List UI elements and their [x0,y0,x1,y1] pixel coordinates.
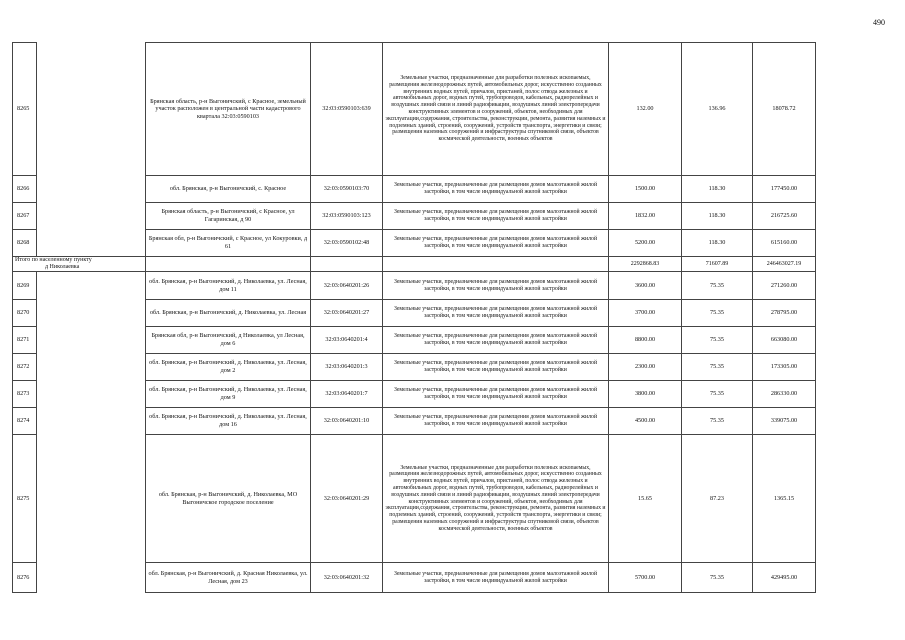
land-use-cell: Земельные участки, предназначенные для разработки полезных ископаемых, размещения железнодорожных путей, автомобильных дорог, искусственно созданных внутренних водных путей, причалов, пристаней, полос отвода железных и автомобильных дорог, водных путей, трубопроводов, кабельных, радиорелейных и воздушных линий связи и линий радиофикации, воздушных линий электропередачи конструктивных элементов и сооружений, объектов, необходимых для эксплуатации,содержания, строительства, реконструкции, ремонта, развития наземных и подземных зданий, строений, сооружений, устройств транспорта, энергетики и связи; размещения наземных сооружений и инфраструктуры спутниковой связи, объектов космической деятельности, военных объектов [383,435,609,563]
table-row [13,408,892,435]
rate-cell: 75.35 [682,300,753,327]
area-cell: 5200.00 [609,230,682,257]
row-number: 8267 [13,203,37,230]
land-use-cell: Земельные участки, предназначенные для разработки полезных ископаемых, размещения железнодорожных путей, автомобильных дорог, искусственно созданных внутренних водных путей, причалов, пристаней, полос отвода железных и автомобильных дорог, водных путей, трубопроводов, кабельных, радиорелейных и воздушных линий связи и линий радиофикации, воздушных линий электропередачи конструктивных элементов и сооружений, объектов, необходимых для эксплуатации,содержания, строительства, реконструкции, ремонта, развития наземных и подземных зданий, строений, сооружений, устройств транспорта, энергетики и связи; размещения наземных сооружений и инфраструктуры спутниковой связи, объектов космической деятельности, военных объектов [383,43,609,176]
blank-cell [37,327,146,354]
table-row [13,203,892,230]
row-number: 8275 [13,435,37,563]
table-row [13,381,892,408]
address-cell: обл. Брянская, р-н Выгоничский, д. Николаевка, ул. Лесная, дом 16 [146,408,311,435]
blank-cell [37,272,146,300]
blank-cell [37,230,146,257]
rate-cell: 75.35 [682,327,753,354]
value-cell: 663080.00 [753,327,816,354]
row-number: 8269 [13,272,37,300]
rate-cell: 118.30 [682,176,753,203]
land-use-cell: Земельные участки, предназначенные для размещения домов малоэтажной жилой застройки, в том числе индивидуальной жилой застройки [383,300,609,327]
address-cell: Брянская область, р-н Выгоничский, с Красное, ул Гагаринская, д 90 [146,203,311,230]
rate-cell: 75.35 [682,563,753,593]
table-row [13,43,892,176]
cadastral-number-cell: 32:03:0640201:32 [311,563,383,593]
table-row [13,435,892,563]
subtotal-row [13,257,892,272]
land-use-cell: Земельные участки, предназначенные для размещения домов малоэтажной жилой застройки, в том числе индивидуальной жилой застройки [383,354,609,381]
area-cell: 3700.00 [609,300,682,327]
row-number: 8272 [13,354,37,381]
row-number: 8266 [13,176,37,203]
blank-cell [37,43,146,176]
rate-cell: 118.30 [682,203,753,230]
value-cell: 286330.00 [753,381,816,408]
land-use-cell: Земельные участки, предназначенные для размещения домов малоэтажной жилой застройки, в том числе индивидуальной жилой застройки [383,381,609,408]
rate-cell: 75.35 [682,354,753,381]
blank-cell [37,176,146,203]
subtotal-rate: 71607.89 [682,257,753,272]
cadastral-number-cell: 32:03:0640201:27 [311,300,383,327]
cadastral-number-cell: 32:03:0640201:29 [311,435,383,563]
row-number: 8265 [13,43,37,176]
address-cell: Брянская обл, р-н Выгоничский, д Николаевка, ул Лесная, дом 6 [146,327,311,354]
land-use-cell: Земельные участки, предназначенные для размещения домов малоэтажной жилой застройки, в том числе индивидуальной жилой застройки [383,408,609,435]
cadastral-number-cell: 32:03:0640201:4 [311,327,383,354]
land-use-cell: Земельные участки, предназначенные для размещения домов малоэтажной жилой застройки, в том числе индивидуальной жилой застройки [383,203,609,230]
rate-cell: 75.35 [682,408,753,435]
land-use-cell: Земельные участки, предназначенные для размещения домов малоэтажной жилой застройки, в том числе индивидуальной жилой застройки [383,563,609,593]
locality-label: д Николаевка [45,264,80,270]
blank-cell [37,435,146,563]
value-cell: 615160.00 [753,230,816,257]
cadastral-number-cell: 32:03:0640201:26 [311,272,383,300]
area-cell: 1500.00 [609,176,682,203]
blank-cell [37,408,146,435]
row-number: 8270 [13,300,37,327]
cadastral-number-cell: 32:03:0640201:10 [311,408,383,435]
area-cell: 132.00 [609,43,682,176]
cadastral-number-cell: 32:03:0640201:7 [311,381,383,408]
rate-cell: 75.35 [682,272,753,300]
value-cell: 339075.00 [753,408,816,435]
address-cell: Брянская область, р-н Выгоничский, с Красное, земельный участок расположен в центральной части кадастрового квартала 32:03:0590103 [146,43,311,176]
row-number: 8274 [13,408,37,435]
area-cell: 2300.00 [609,354,682,381]
page-number: 490 [873,18,885,27]
value-cell: 177450.00 [753,176,816,203]
value-cell: 429495.00 [753,563,816,593]
cadastral-number-cell: 32:03:0590102:48 [311,230,383,257]
row-number: 8271 [13,327,37,354]
cadastral-value-table [12,42,892,593]
area-cell: 15.65 [609,435,682,563]
blank-cell [37,381,146,408]
rate-cell: 136.96 [682,43,753,176]
address-cell: обл. Брянская, р-н Выгоничский, с. Красное [146,176,311,203]
blank-cell [37,300,146,327]
table-row [13,230,892,257]
area-cell: 3800.00 [609,381,682,408]
area-cell: 1832.00 [609,203,682,230]
table-row [13,176,892,203]
address-cell: Брянская обл, р-н Выгоничский, с Красное, ул Кокуровки, д 61 [146,230,311,257]
table-row [13,354,892,381]
land-use-cell: Земельные участки, предназначенные для размещения домов малоэтажной жилой застройки, в том числе индивидуальной жилой застройки [383,272,609,300]
table-row [13,272,892,300]
table-row [13,563,892,593]
land-use-cell: Земельные участки, предназначенные для размещения домов малоэтажной жилой застройки, в том числе индивидуальной жилой застройки [383,230,609,257]
land-use-cell: Земельные участки, предназначенные для размещения домов малоэтажной жилой застройки, в том числе индивидуальной жилой застройки [383,176,609,203]
value-cell: 216725.60 [753,203,816,230]
land-use-cell: Земельные участки, предназначенные для размещения домов малоэтажной жилой застройки, в том числе индивидуальной жилой застройки [383,327,609,354]
address-cell: обл. Брянская, р-н Выгоничский, д. Николаевка, ул. Лесная, дом 2 [146,354,311,381]
value-cell: 18078.72 [753,43,816,176]
subtotal-area: 2292868.83 [609,257,682,272]
cadastral-number-cell: 32:03:0590103:639 [311,43,383,176]
rate-cell: 75.35 [682,381,753,408]
cadastral-number-cell: 32:03:0590103:123 [311,203,383,230]
address-cell: обл. Брянская, р-н Выгоничский, д. Красная Николаевка, ул. Лесная, дом 23 [146,563,311,593]
table-row [13,300,892,327]
row-number: 8276 [13,563,37,593]
row-number: 8268 [13,230,37,257]
cadastral-number-cell: 32:03:0590103:70 [311,176,383,203]
table-row [13,327,892,354]
area-cell: 4500.00 [609,408,682,435]
blank-cell [37,563,146,593]
area-cell: 5700.00 [609,563,682,593]
rate-cell: 118.30 [682,230,753,257]
subtotal-cell [13,257,146,272]
subtotal-value: 246463027.19 [753,257,816,272]
address-cell: обл. Брянская, р-н Выгоничский, д. Николаевка, ул. Лесная [146,300,311,327]
blank-cell [37,203,146,230]
address-cell: обл. Брянская, р-н Выгоничский, д. Николаевка, МО Выгоничское городское поселение [146,435,311,563]
cadastral-number-cell: 32:03:0640201:3 [311,354,383,381]
area-cell: 3600.00 [609,272,682,300]
row-number: 8273 [13,381,37,408]
area-cell: 8800.00 [609,327,682,354]
subtotal-label: Итого по населенному пункту [15,257,92,263]
address-cell: обл. Брянская, р-н Выгоничский, д. Николаевка, ул. Лесная, дом 11 [146,272,311,300]
value-cell: 173305.00 [753,354,816,381]
blank-cell [37,354,146,381]
value-cell: 271260.00 [753,272,816,300]
address-cell: обл. Брянская, р-н Выгоничский, д. Николаевка, ул. Лесная, дом 9 [146,381,311,408]
value-cell: 278795.00 [753,300,816,327]
value-cell: 1365.15 [753,435,816,563]
rate-cell: 87.23 [682,435,753,563]
